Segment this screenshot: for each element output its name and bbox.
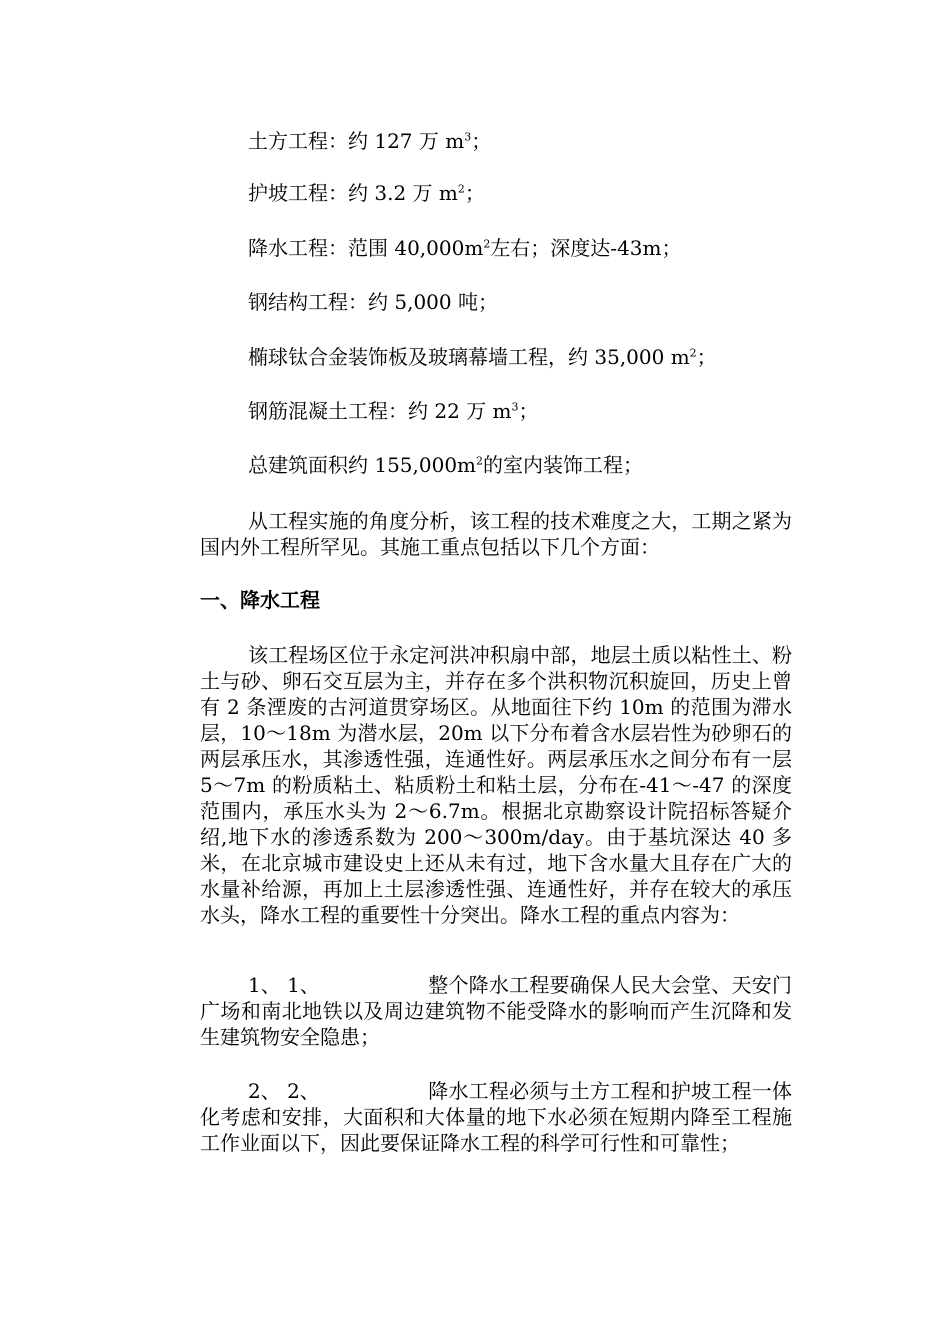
item-steel: 钢结构工程：约 5,000 吨； <box>248 290 498 314</box>
point-1-text: 整个降水工程要确保人民大会堂、天安门广场和南北地铁以及周边建筑物不能受降水的影响而产生沉降和发生建筑物安全隐患； <box>200 973 792 1049</box>
point-2 <box>200 1078 792 1156</box>
item-earthwork: 土方工程：约 127 万 $m^3$； <box>248 129 492 153</box>
section-heading: 一、降水工程 <box>200 588 320 612</box>
point-2-number: 2、 2、 <box>248 1079 320 1103</box>
analysis-paragraph: 从工程实施的角度分析，该工程的技术难度之大，工期之紧为国内外工程所罕见。其施工重点包括以下几个方面： <box>200 509 792 559</box>
item-interior: 总建筑面积约 $155,000m^2$的室内装饰工程； <box>248 453 644 477</box>
item-slope: 护坡工程：约 3.2 万 $m^2$； <box>248 181 485 205</box>
section-body: 该工程场区位于永定河洪冲积扇中部，地层土质以粘性土、粉土与砂、卵石交互层为主，并存在多个洪积物沉积旋回，历史上曾有 2 条湮废的古河道贯穿场区。从地面往下约 10m 的范围为滞水层，10～18m 为潜水层，20m 以下分布着含水层岩性为砂卵石的两层承压水，其渗透性强，连通性好。两层承压水之间分布有一层 5～7m 的粉质粘土、粘质粉土和粘土层，分布在-41～-47 的深度范围内，承压水头为 2～6.7m。根据北京勘察设计院招标答疑介绍,地下水的渗透系数为 200～300m/day。由于基坑深达 40 多米，在北京城市建设史上还从未有过，地下含水量大且存在广大的水量补给源，再加上土层渗透性强、连通性好，并存在较大的承压水头，降水工程的重要性十分突出。降水工程的重点内容为： <box>200 643 792 927</box>
point-1-number: 1、 1、 <box>248 973 320 997</box>
point-1 <box>200 972 792 1050</box>
item-titanium: 椭球钛合金装饰板及玻璃幕墙工程，约 35,000 $m^2$； <box>248 345 717 369</box>
item-dewatering: 降水工程：范围 $40,000m^2$左右；深度达-43m； <box>248 236 682 260</box>
item-concrete: 钢筋混凝土工程：约 22 万 $m^3$； <box>248 399 539 423</box>
point-2-text: 降水工程必须与土方工程和护坡工程一体化考虑和安排，大面积和大体量的地下水必须在短期内降至工程施工作业面以下，因此要保证降水工程的科学可行性和可靠性； <box>200 1079 792 1155</box>
